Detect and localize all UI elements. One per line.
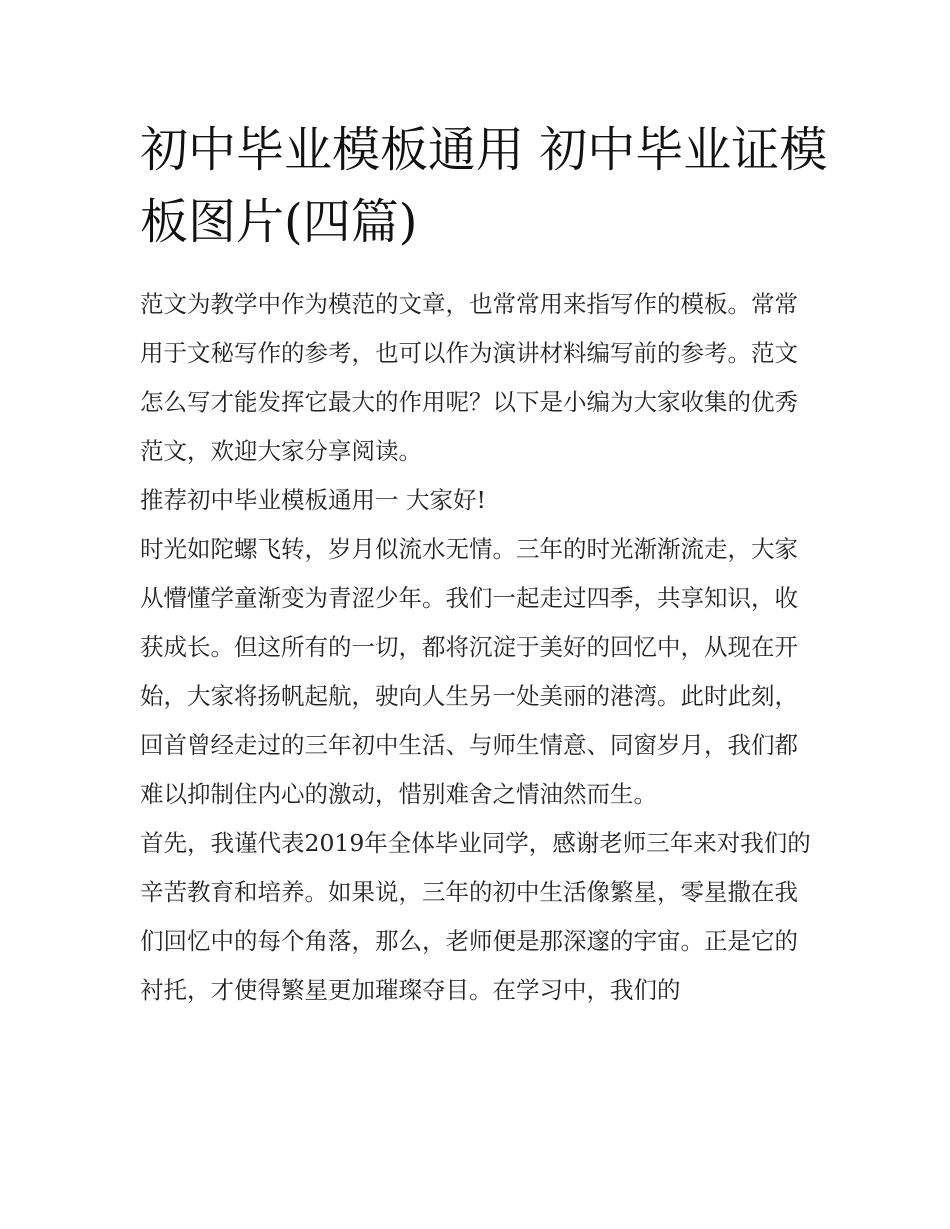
body-paragraph: 首先，我谨代表2019年全体毕业同学，感谢老师三年来对我们的辛苦教育和培养。如果说，三年的初中生活像繁星，零星撒在我们回忆中的每个角落，那么，老师便是那深邃的宇宙。正是它的衬托，才使得繁星更加璀璨夺目。在学习中，我们的: [140, 829, 811, 1004]
document-body: [140, 280, 816, 1015]
section-heading-paragraph: 推荐初中毕业模板通用一 大家好!: [140, 486, 486, 514]
intro-paragraph: 范文为教学中作为模范的文章，也常常用来指写作的模板。常常用于文秘写作的参考，也可以作为演讲材料编写前的参考。范文怎么写才能发挥它最大的作用呢？以下是小编为大家收集的优秀范文，欢迎大家分享阅读。: [140, 290, 798, 465]
body-paragraph: 时光如陀螺飞转，岁月似流水无情。三年的时光渐渐流走，大家从懵懂学童渐变为青涩少年。我们一起走过四季，共享知识，收获成长。但这所有的一切，都将沉淀于美好的回忆中，从现在开始，大家将扬帆起航，驶向人生另一处美丽的港湾。此时此刻，回首曾经走过的三年初中生活、与师生情意、同窗岁月，我们都难以抑制住内心的激动，惜别难舍之情油然而生。: [140, 535, 798, 808]
document-title: 初中毕业模板通用 初中毕业证模板图片(四篇): [140, 122, 828, 250]
